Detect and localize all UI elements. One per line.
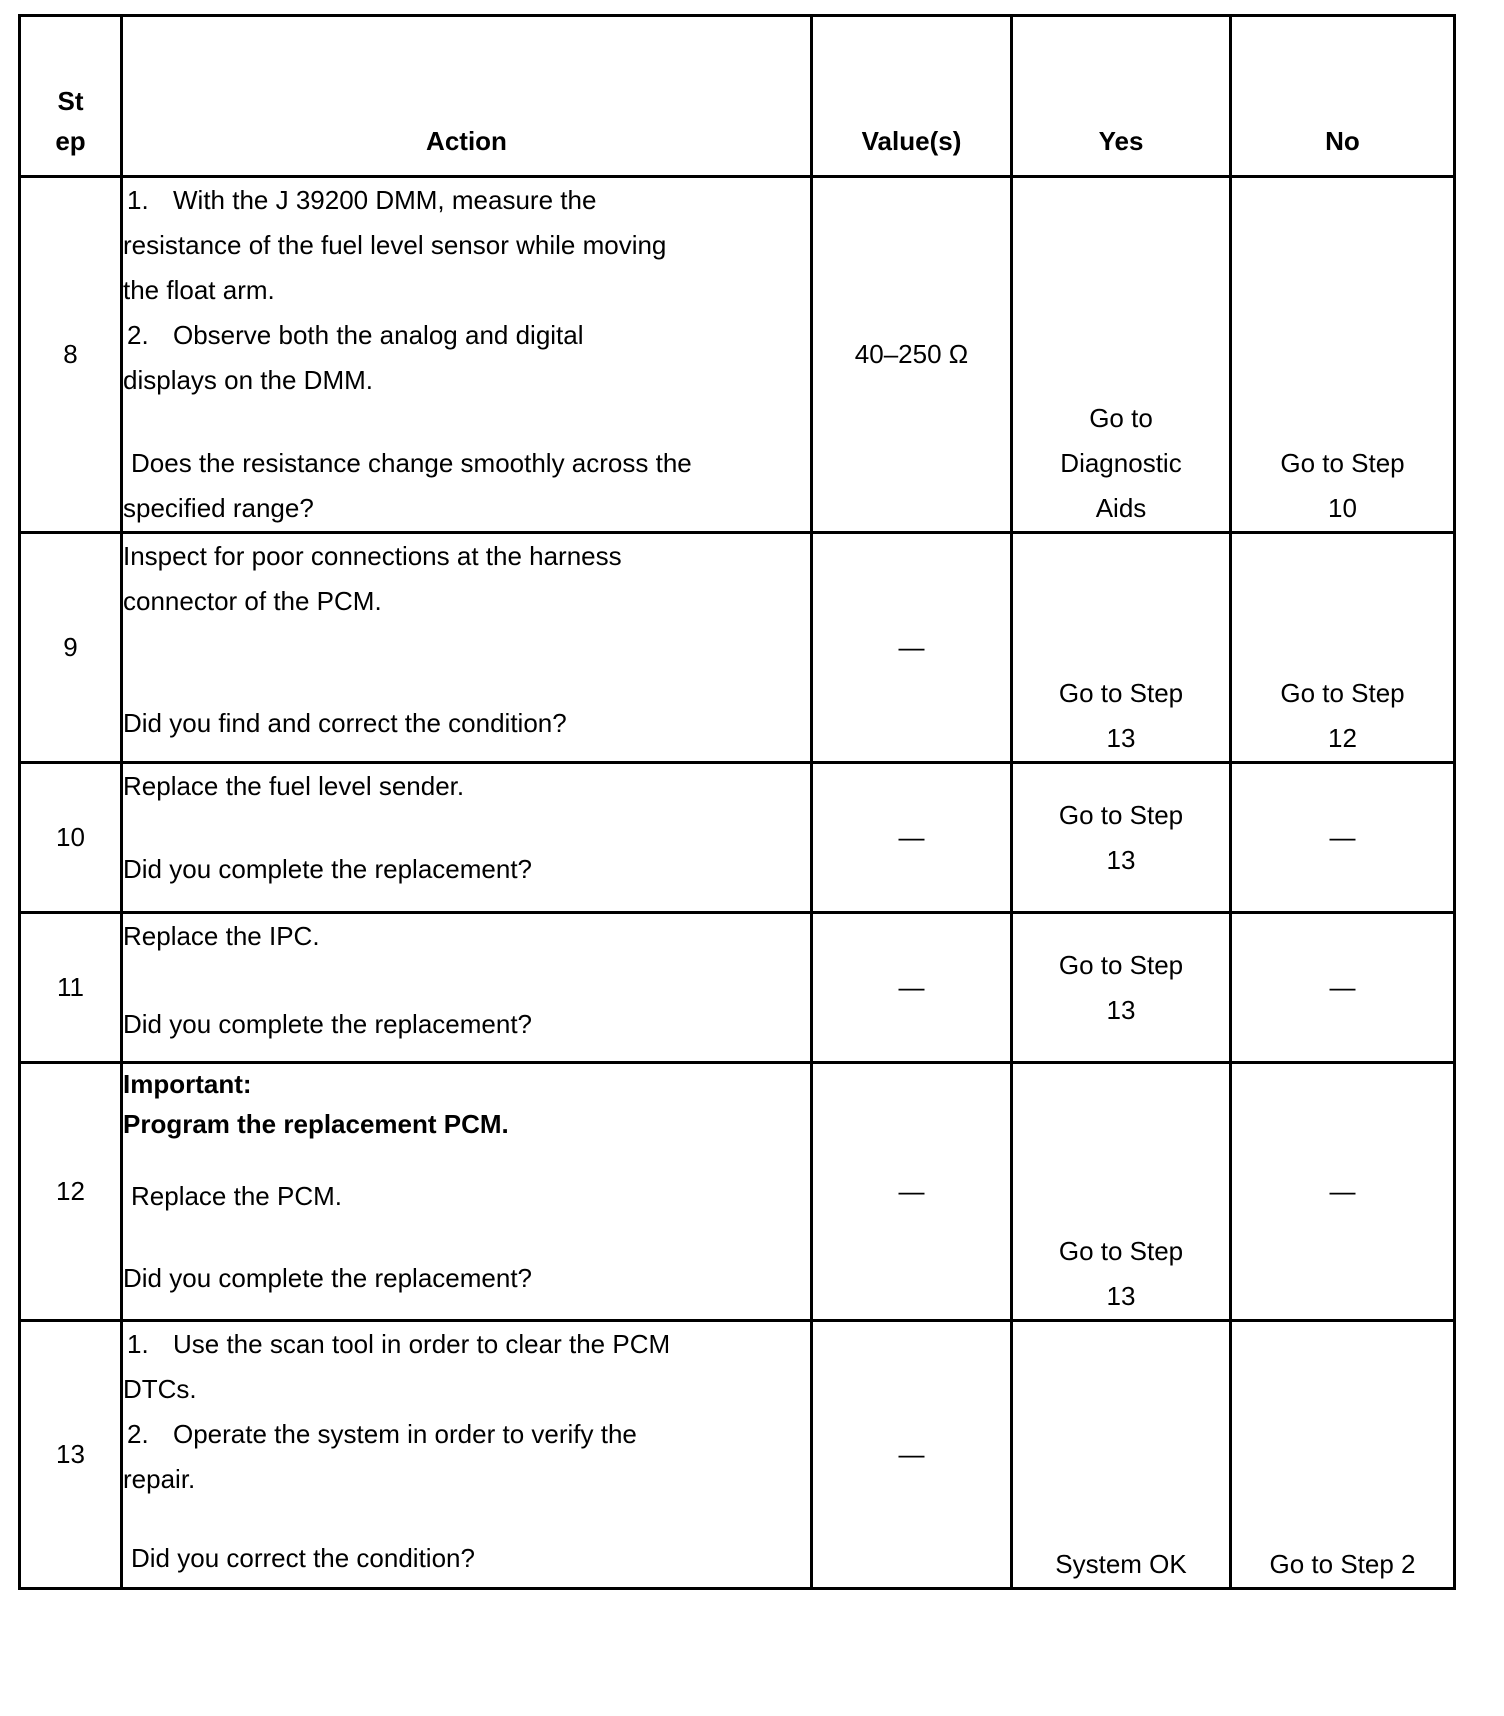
header-step: St ep (20, 16, 122, 177)
value-cell: — (812, 1321, 1012, 1589)
step-number: 11 (20, 913, 122, 1063)
action-cell (122, 1063, 812, 1321)
action-text: Replace the fuel level sender. (123, 771, 465, 801)
yes-cell: Go to Step 13 (1012, 913, 1231, 1063)
no-cell: Go to Step 12 (1231, 533, 1455, 763)
action-question: Does the resistance change smoothly across the (131, 448, 692, 478)
important-text: Program the replacement PCM. (123, 1109, 509, 1139)
value-cell: — (812, 763, 1012, 913)
header-values: Value(s) (812, 16, 1012, 177)
yes-cell: Go to Diagnostic Aids (1012, 177, 1231, 533)
yes-cell: Go to Step 13 (1012, 533, 1231, 763)
table-row (20, 913, 1455, 1063)
value-cell: — (812, 533, 1012, 763)
action-text: Replace the IPC. (123, 921, 320, 951)
no-cell: Go to Step 10 (1231, 177, 1455, 533)
action-text: DTCs. (123, 1374, 197, 1404)
list-number: 1. (127, 185, 149, 215)
value-cell: — (812, 1063, 1012, 1321)
action-question: Did you find and correct the condition? (123, 708, 567, 738)
table-row (20, 533, 1455, 763)
action-cell (122, 913, 812, 1063)
action-cell (122, 177, 812, 533)
action-cell (122, 763, 812, 913)
important-label: Important: (123, 1069, 252, 1099)
step-number: 8 (20, 177, 122, 533)
header-action: Action (122, 16, 812, 177)
action-text: Operate the system in order to verify the (173, 1419, 637, 1449)
yes-cell: Go to Step 13 (1012, 1063, 1231, 1321)
table-row (20, 177, 1455, 533)
step-number: 13 (20, 1321, 122, 1589)
diagnostic-table (18, 14, 1456, 1590)
action-text: Replace the PCM. (131, 1181, 342, 1211)
no-cell: — (1231, 1063, 1455, 1321)
action-text: repair. (123, 1464, 196, 1494)
action-question: Did you complete the replacement? (123, 1263, 533, 1293)
action-text: With the J 39200 DMM, measure the (173, 185, 597, 215)
header-row (20, 16, 1455, 177)
action-text: resistance of the fuel level sensor while moving (123, 230, 667, 260)
action-text: displays on the DMM. (123, 365, 373, 395)
action-cell (122, 533, 812, 763)
header-yes: Yes (1012, 16, 1231, 177)
action-text: Use the scan tool in order to clear the PCM (173, 1329, 671, 1359)
action-question: Did you correct the condition? (131, 1543, 475, 1573)
list-number: 2. (127, 1419, 149, 1449)
action-text: Inspect for poor connections at the harness (123, 541, 622, 571)
step-number: 9 (20, 533, 122, 763)
list-number: 2. (127, 320, 149, 350)
action-text: connector of the PCM. (123, 586, 382, 616)
step-number: 12 (20, 1063, 122, 1321)
value-cell: — (812, 913, 1012, 1063)
yes-cell: Go to Step 13 (1012, 763, 1231, 913)
table-row (20, 1321, 1455, 1589)
action-text: Observe both the analog and digital (173, 320, 584, 350)
no-cell: — (1231, 913, 1455, 1063)
list-number: 1. (127, 1329, 149, 1359)
no-cell: Go to Step 2 (1231, 1321, 1455, 1589)
action-cell (122, 1321, 812, 1589)
action-text: the float arm. (123, 275, 275, 305)
action-question: Did you complete the replacement? (123, 1009, 533, 1039)
header-no: No (1231, 16, 1455, 177)
value-cell: 40–250 Ω (812, 177, 1012, 533)
step-number: 10 (20, 763, 122, 913)
table-row (20, 763, 1455, 913)
action-question: Did you complete the replacement? (123, 854, 533, 884)
no-cell: — (1231, 763, 1455, 913)
action-question: specified range? (123, 493, 314, 523)
yes-cell: System OK (1012, 1321, 1231, 1589)
table-row (20, 1063, 1455, 1321)
